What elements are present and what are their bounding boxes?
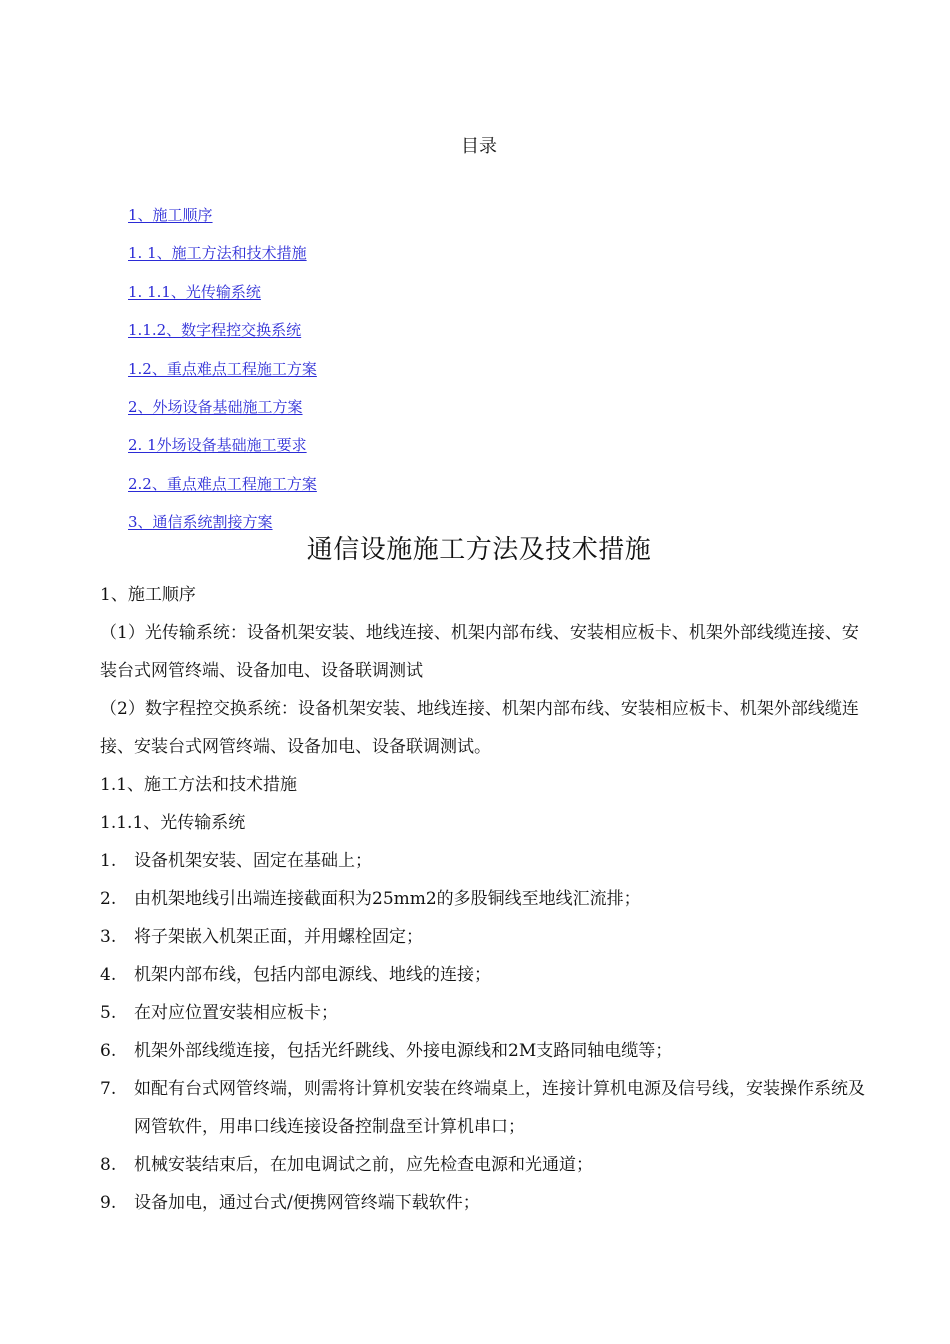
list-item bbox=[100, 956, 870, 994]
list-text: 将子架嵌入机架正面，并用螺栓固定； bbox=[134, 927, 423, 947]
list-item bbox=[100, 1146, 870, 1184]
list-item bbox=[100, 1184, 870, 1222]
toc-link[interactable]: 1、施工顺序 bbox=[128, 206, 213, 224]
list-text: 如配有台式网管终端，则需将计算机安装在终端桌上，连接计算机电源及信号线，安装操作系统及网管软件，用串口线连接设备控制盘至计算机串口； bbox=[134, 1079, 865, 1137]
paragraph: （1）光传输系统：设备机架安装、地线连接、机架内部布线、安装相应板卡、机架外部线缆连接、安装台式网管终端、设备加电、设备联调测试 bbox=[100, 623, 859, 681]
list-item bbox=[100, 842, 870, 880]
list-number: 3. bbox=[100, 927, 117, 947]
list-text: 设备加电，通过台式/便携网管终端下载软件； bbox=[134, 1193, 480, 1213]
toc-item bbox=[128, 432, 317, 470]
list-text: 在对应位置安装相应板卡； bbox=[134, 1003, 338, 1023]
list-text: 机械安装结束后，在加电调试之前，应先检查电源和光通道； bbox=[134, 1155, 593, 1175]
list-number: 1. bbox=[100, 851, 117, 871]
toc-link[interactable]: 2. 1外场设备基础施工要求 bbox=[128, 436, 307, 455]
toc-item bbox=[128, 356, 317, 394]
toc-link[interactable]: 1. 1.1、光传输系统 bbox=[128, 282, 261, 301]
list-item bbox=[100, 1032, 870, 1070]
toc-link[interactable]: 3、通信系统割接方案 bbox=[128, 513, 273, 532]
toc-item bbox=[128, 471, 317, 509]
toc-item bbox=[128, 202, 317, 240]
list-item bbox=[100, 1070, 870, 1146]
list-text: 由机架地线引出端连接截面积为25mm2的多股铜线至地线汇流排； bbox=[134, 889, 641, 909]
list-item bbox=[100, 880, 870, 918]
section-heading: 1.1.1、光传输系统 bbox=[100, 813, 246, 833]
toc-link[interactable]: 2、外场设备基础施工方案 bbox=[128, 397, 303, 416]
document-body bbox=[100, 576, 870, 1222]
list-number: 4. bbox=[100, 965, 117, 985]
list-item bbox=[100, 918, 870, 956]
paragraph: （2）数字程控交换系统：设备机架安装、地线连接、机架内部布线、安装相应板卡、机架外部线缆连接、安装台式网管终端、设备加电、设备联调测试。 bbox=[100, 699, 859, 757]
list-number: 5. bbox=[100, 1003, 117, 1023]
toc-item bbox=[128, 240, 317, 278]
toc-link[interactable]: 1.1.2、数字程控交换系统 bbox=[128, 321, 302, 340]
list-number: 7. bbox=[100, 1079, 117, 1099]
toc-link[interactable]: 1. 1、施工方法和技术措施 bbox=[128, 244, 307, 263]
list-text: 机架外部线缆连接，包括光纤跳线、外接电源线和2M支路同轴电缆等； bbox=[134, 1041, 673, 1061]
toc-item bbox=[128, 279, 317, 317]
section-heading: 1、施工顺序 bbox=[100, 585, 196, 605]
document-title: 通信设施施工方法及技术措施 bbox=[306, 535, 652, 565]
toc-title: 目录 bbox=[461, 136, 497, 157]
toc-item bbox=[128, 317, 317, 355]
toc-link[interactable]: 2.2、重点难点工程施工方案 bbox=[128, 474, 317, 493]
list-number: 2. bbox=[100, 889, 117, 909]
toc-link[interactable]: 1.2、重点难点工程施工方案 bbox=[128, 359, 317, 378]
table-of-contents bbox=[128, 202, 317, 548]
list-number: 6. bbox=[100, 1041, 117, 1061]
toc-item bbox=[128, 394, 317, 432]
section-heading: 1.1、施工方法和技术措施 bbox=[100, 775, 298, 795]
list-number: 9. bbox=[100, 1193, 117, 1213]
list-item bbox=[100, 994, 870, 1032]
list-number: 8. bbox=[100, 1155, 117, 1175]
list-text: 机架内部布线，包括内部电源线、地线的连接； bbox=[134, 965, 491, 985]
list-text: 设备机架安装、固定在基础上； bbox=[134, 851, 372, 871]
